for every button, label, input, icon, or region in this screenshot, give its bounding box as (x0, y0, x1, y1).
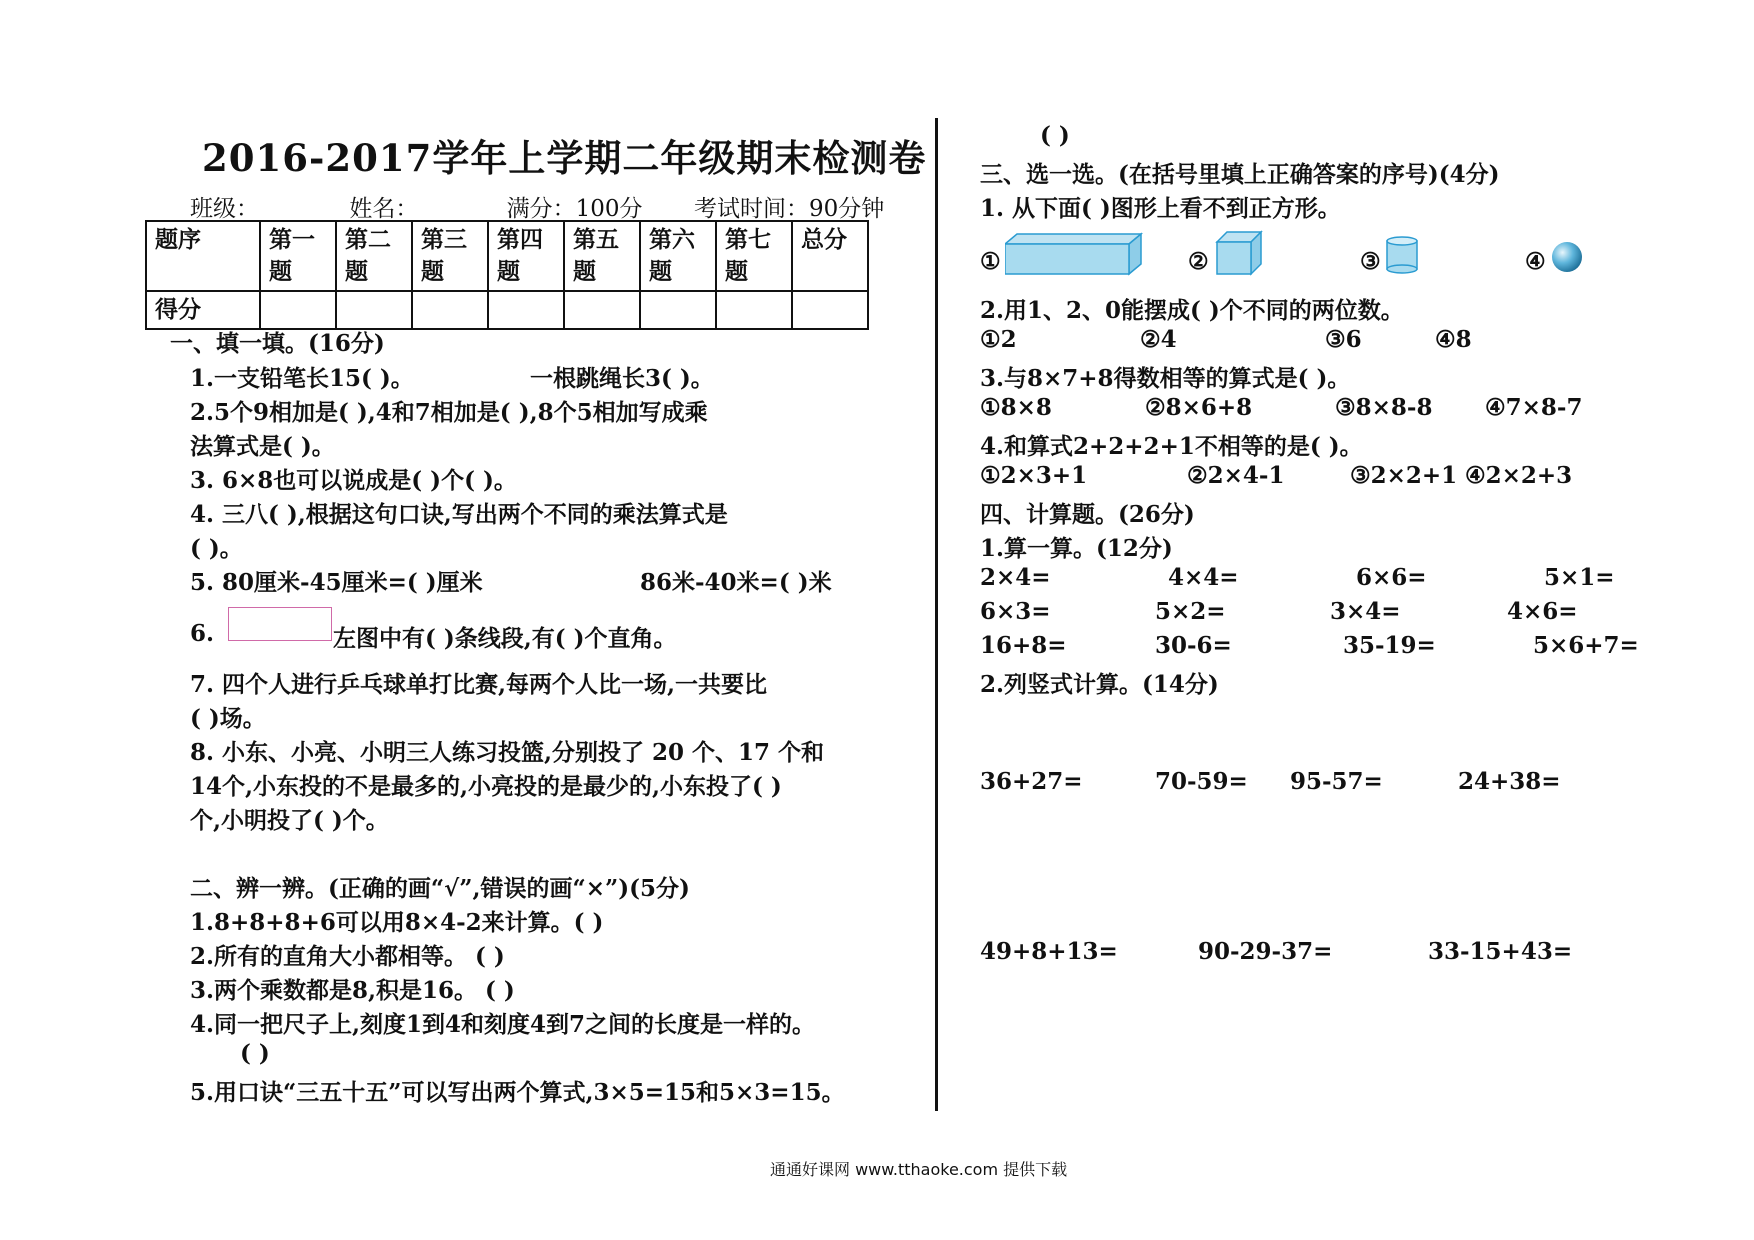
choice-3-opt-2: ②8×6+8 (1145, 394, 1253, 421)
choice-1: 1. 从下面( )图形上看不到正方形。 (980, 195, 1341, 222)
choice-2: 2.用1、2、0能摆成( )个不同的两位数。 (980, 297, 1404, 324)
calc-item: 5×1= (1544, 564, 1615, 591)
calc-1-title: 1.算一算。(12分) (980, 535, 1173, 562)
question-3: 3. 6×8也可以说成是( )个( )。 (190, 467, 517, 494)
choice-4-opt-2: ②2×4-1 (1187, 462, 1285, 489)
calc-item: 6×3= (980, 598, 1051, 625)
choice-3: 3.与8×7+8得数相等的算式是( )。 (980, 365, 1351, 392)
score-cell[interactable] (260, 291, 336, 329)
cube-figure (1215, 230, 1265, 276)
choice-3-opt-1: ①8×8 (980, 394, 1052, 421)
score-cell[interactable] (336, 291, 412, 329)
question-2a: 2.5个9相加是( ),4和7相加是( ),8个5相加写成乘 (190, 399, 708, 426)
score-cell[interactable] (792, 291, 868, 329)
question-6-number: 6. (190, 620, 215, 647)
calc-item: 2×4= (980, 564, 1051, 591)
choice-4-options (980, 462, 1572, 489)
score-cell[interactable] (640, 291, 716, 329)
vertical-calc-item: 70-59= (1155, 768, 1248, 795)
question-1b: 一根跳绳长3( )。 (530, 365, 714, 392)
question-8c: 个,小明投了( )个。 (190, 807, 389, 834)
calc-item: 5×6+7= (1533, 632, 1639, 659)
judge-5: 5.用口诀“三五十五”可以写出两个算式,3×5=15和5×3=15。 (190, 1079, 845, 1106)
judge-3: 3.两个乘数都是8,积是16。 ( ) (190, 977, 515, 1004)
calc-row (980, 564, 1615, 591)
choice-3-options (980, 394, 1582, 421)
full-score-label: 满分：100分 (506, 196, 643, 222)
calc-item: 16+8= (980, 632, 1067, 659)
choice-1-opt-4: ④ (1525, 248, 1546, 275)
section-2-title: 二、辨一辨。(正确的画“√”,错误的画“×”)(5分) (190, 875, 690, 902)
calc-item: 4×4= (1168, 564, 1239, 591)
choice-2-opt-2: ②4 (1140, 326, 1177, 353)
question-4b: ( )。 (190, 535, 243, 562)
footer-credit: 通通好课网 www.tthaoke.com 提供下载 (770, 1160, 1068, 1179)
info-line (190, 190, 884, 223)
time-label: 考试时间：90分钟 (693, 196, 885, 222)
calc-2-title: 2.列竖式计算。(14分) (980, 671, 1219, 698)
question-8b: 14个,小东投的不是最多的,小亮投的是最少的,小东投了( ) (190, 773, 782, 800)
choice-2-opt-4: ④8 (1435, 326, 1472, 353)
score-cell[interactable] (564, 291, 640, 329)
class-label: 班级： (190, 196, 259, 222)
calc-item: 6×6= (1356, 564, 1427, 591)
score-header: 第六题 (640, 221, 716, 291)
name-label: 姓名： (349, 196, 419, 222)
choice-4-opt-1: ①2×3+1 (980, 462, 1088, 489)
calc-item: 5×2= (1155, 598, 1226, 625)
score-header: 第七题 (716, 221, 792, 291)
vertical-calc-item: 33-15+43= (1428, 938, 1573, 965)
rectangle-figure (228, 607, 332, 641)
score-row-label: 得分 (146, 291, 260, 329)
question-6-text: 左图中有( )条线段,有( )个直角。 (333, 625, 677, 652)
page-title: 2016-2017学年上学期二年级期末检测卷 (202, 136, 927, 180)
carryover-paren: ( ) (1040, 122, 1070, 149)
vertical-calc-item: 36+27= (980, 768, 1083, 795)
calc-item: 4×6= (1507, 598, 1578, 625)
score-header: 第一题 (260, 221, 336, 291)
question-1a: 1.一支铅笔长15( )。 (190, 365, 414, 392)
cuboid-figure (1005, 232, 1145, 276)
section-3-title: 三、选一选。(在括号里填上正确答案的序号)(4分) (980, 161, 1500, 188)
calc-item: 30-6= (1155, 632, 1232, 659)
judge-1: 1.8+8+8+6可以用8×4-2来计算。( ) (190, 909, 604, 936)
question-7a: 7. 四个人进行乒乓球单打比赛,每两个人比一场,一共要比 (190, 671, 768, 698)
score-header: 总分 (792, 221, 868, 291)
vertical-calc-item: 90-29-37= (1198, 938, 1333, 965)
sphere-figure (1550, 240, 1584, 274)
calc-row (980, 598, 1578, 625)
score-cell[interactable] (488, 291, 564, 329)
question-7b: ( )场。 (190, 705, 266, 732)
choice-3-opt-3: ③8×8-8 (1335, 394, 1433, 421)
calc-row (980, 632, 1639, 659)
score-cell[interactable] (716, 291, 792, 329)
score-header: 题序 (146, 221, 260, 291)
question-5b: 86米-40米=( )米 (640, 569, 832, 596)
vertical-calc-item: 24+38= (1458, 768, 1561, 795)
score-header: 第三题 (412, 221, 488, 291)
judge-4a: 4.同一把尺子上,刻度1到4和刻度4到7之间的长度是一样的。 (190, 1011, 816, 1038)
question-8a: 8. 小东、小亮、小明三人练习投篮,分别投了 20 个、17 个和 (190, 739, 825, 766)
choice-4-opt-3: ③2×2+1 (1350, 462, 1458, 489)
choice-4: 4.和算式2+2+2+1不相等的是( )。 (980, 433, 1363, 460)
choice-3-opt-4: ④7×8-7 (1485, 394, 1583, 421)
choice-4-opt-4: ④2×2+3 (1465, 462, 1573, 489)
choice-1-opt-3: ③ (1360, 248, 1381, 275)
judge-2: 2.所有的直角大小都相等。 ( ) (190, 943, 505, 970)
choice-1-opt-2: ② (1188, 248, 1209, 275)
choice-1-opt-1: ① (980, 248, 1001, 275)
vertical-calc-row (980, 938, 1572, 965)
question-2b: 法算式是( )。 (190, 433, 335, 460)
vertical-calc-item: 49+8+13= (980, 938, 1118, 965)
question-5a: 5. 80厘米-45厘米=( )厘米 (190, 569, 483, 596)
section-1-title: 一、填一填。(16分) (170, 330, 385, 357)
choice-2-options (980, 326, 1472, 353)
vertical-calc-item: 95-57= (1290, 768, 1383, 795)
calc-item: 3×4= (1330, 598, 1401, 625)
section-4-title: 四、计算题。(26分) (980, 501, 1195, 528)
choice-2-opt-3: ③6 (1325, 326, 1362, 353)
vertical-calc-row (980, 768, 1561, 795)
judge-4b: ( ) (240, 1040, 270, 1067)
choice-2-opt-1: ①2 (980, 326, 1017, 353)
question-4a: 4. 三八( ),根据这句口诀,写出两个不同的乘法算式是 (190, 501, 728, 528)
score-header: 第二题 (336, 221, 412, 291)
calc-item: 35-19= (1343, 632, 1436, 659)
score-cell[interactable] (412, 291, 488, 329)
cylinder-figure (1385, 235, 1421, 275)
score-header: 第五题 (564, 221, 640, 291)
score-table (145, 220, 869, 330)
column-divider (935, 118, 938, 1111)
score-header: 第四题 (488, 221, 564, 291)
